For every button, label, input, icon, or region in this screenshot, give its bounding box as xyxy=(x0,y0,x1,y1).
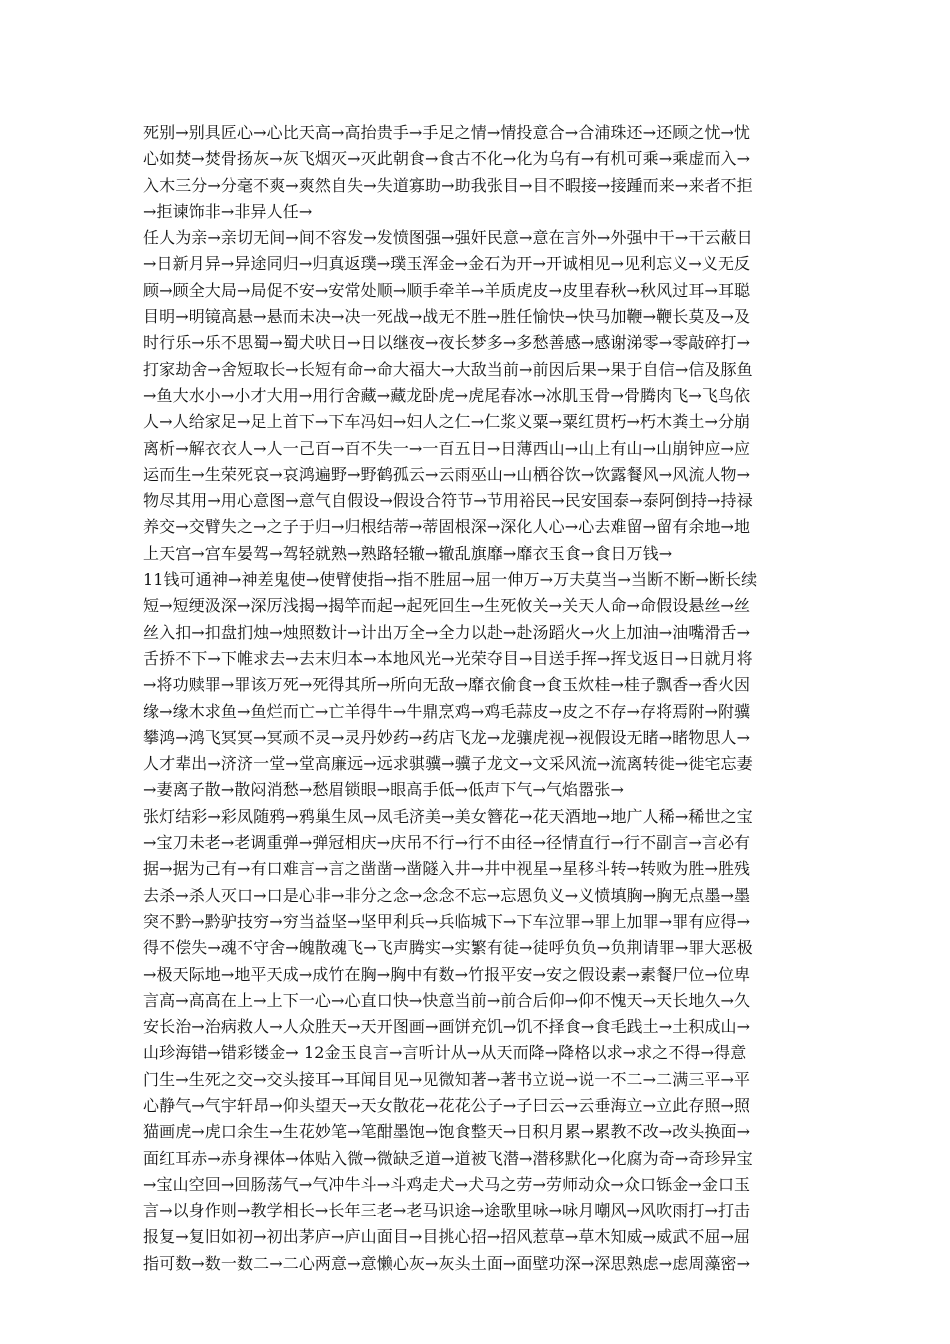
text-line-14: 运而生→生荣死哀→哀鸿遍野→野鹤孤云→云雨巫山→山栖谷饮→饮露餐风→风流人物→ xyxy=(143,464,751,484)
text-line-40: 面红耳赤→赤身裸体→体贴入微→微缺乏道→道被飞潜→潜移默化→化腐为奇→奇珍异宝 xyxy=(143,1148,753,1168)
text-line-21: 舌挢不下→下帷求去→去末归本→本地风光→光荣夺目→目送手挥→挥戈返日→日就月将 xyxy=(143,648,753,668)
text-line-2: 心如焚→焚骨扬灰→灰飞烟灭→灭此朝食→食古不化→化为乌有→有机可乘→乘虚而入→ xyxy=(143,149,751,169)
text-line-13: 离析→解衣衣人→人一己百→百不失一→一百五日→日薄西山→山上有山→山崩钟应→应 xyxy=(143,438,751,458)
text-line-22: →将功赎罪→罪该万死→死得其所→所向无敌→靡衣偷食→食玉炊桂→桂子飘香→香火因 xyxy=(143,675,751,695)
text-line-37: 门生→生死之交→交头接耳→耳闻目见→见微知著→著书立说→说一不二→二满三平→平 xyxy=(143,1069,751,1089)
text-line-10: 打家劫舍→舍短取长→长短有命→命大福大→大敌当前→前因后果→果于自信→信及豚鱼 xyxy=(143,359,753,379)
text-line-7: 顾→顾全大局→局促不安→安常处顺→顺手牵羊→羊质虎皮→皮里春秋→秋风过耳→耳聪 xyxy=(143,280,751,300)
text-line-24: 攀鸿→鸿飞冥冥→冥顽不灵→灵丹妙药→药店飞龙→龙骧虎视→视假设无睹→睹物思人→ xyxy=(143,727,751,747)
text-line-6: →日新月异→异途同归→归真返璞→璞玉浑金→金石为开→开诚相见→见利忘义→义无反 xyxy=(143,254,751,274)
text-line-1: 死别→别具匠心→心比天高→高抬贵手→手足之情→情投意合→合浦珠还→还顾之忧→忧 xyxy=(143,123,751,142)
text-line-36: 山珍海错→错彩镂金→ 12金玉良言→言听计从→从天而降→降格以求→求之不得→得意 xyxy=(143,1043,747,1063)
text-line-4: →拒谏饰非→非异人任→ xyxy=(143,201,313,221)
text-line-15: 物尽其用→用心意图→意气自假设→假设合符节→节用裕民→民安国泰→泰阿倒持→持禄 xyxy=(143,491,753,511)
text-line-33: →极天际地→地平天成→成竹在胸→胸中有数→竹报平安→安之假设素→素餐尸位→位卑 xyxy=(143,964,751,984)
text-line-16: 养交→交臂失之→之子于归→归根结蒂→蒂固根深→深化人心→心去难留→留有余地→地 xyxy=(143,517,751,537)
text-line-9: 时行乐→乐不思蜀→蜀犬吠日→日以继夜→夜长梦多→多愁善感→感谢涕零→零敲碎打→ xyxy=(143,333,751,353)
text-line-38: 心静气→气宇轩昂→仰头望天→天女散花→花花公子→子曰云→云垂海立→立此存照→照 xyxy=(143,1095,751,1115)
text-line-34: 言高→高高在上→上下一心→心直口快→快意当前→前合后仰→仰不愧天→天长地久→久 xyxy=(143,990,751,1010)
text-line-41: →宝山空回→回肠荡气→气冲牛斗→斗鸡走犬→犬马之劳→劳师动众→众口铄金→金口玉 xyxy=(143,1174,751,1194)
text-line-3: 入木三分→分毫不爽→爽然自失→失道寡助→助我张目→目不暇接→接踵而来→来者不拒 xyxy=(143,175,753,195)
text-line-42: 言→以身作则→教学相长→长年三老→老马识途→途歌里咏→咏月嘲风→风吹雨打→打击 xyxy=(143,1201,751,1221)
text-line-32: 得不偿失→魂不守舍→魄散魂飞→飞声腾实→实繁有徒→徒呼负负→负荆请罪→罪大恶极 xyxy=(143,938,753,958)
text-line-43: 报复→复旧如初→初出茅庐→庐山面目→目挑心招→招风惹草→草木知威→威武不屈→屈 xyxy=(143,1227,751,1247)
idiom-chain-text xyxy=(143,120,819,1277)
text-line-18: 11钱可通神→神差鬼使→使臂使指→指不胜屈→屈一伸万→万夫莫当→当断不断→断长续 xyxy=(143,570,758,590)
text-line-31: 突不黔→黔驴技穷→穷当益坚→坚甲利兵→兵临城下→下车泣罪→罪上加罪→罪有应得→ xyxy=(143,911,751,931)
text-line-25: 人才辈出→济济一堂→堂高廉远→远求骐骥→骥子龙文→文采风流→流离转徙→徙宅忘妻 xyxy=(143,754,753,774)
text-line-19: 短→短绠汲深→深厉浅揭→揭竿而起→起死回生→生死攸关→关天人命→命假设悬丝→丝 xyxy=(143,596,751,616)
text-line-26: →妻离子散→散闷消愁→愁眉锁眼→眼高手低→低声下气→气焰嚣张→ xyxy=(143,780,624,800)
text-line-28: →宝刀未老→老调重弹→弹冠相庆→庆吊不行→行不由径→径情直行→行不副言→言必有 xyxy=(143,833,751,853)
text-line-20: 丝入扣→扣盘扪烛→烛照数计→计出万全→全力以赴→赴汤蹈火→火上加油→油嘴滑舌→ xyxy=(143,622,751,642)
text-line-12: 人→人给家足→足上首下→下车冯妇→妇人之仁→仁浆义粟→粟红贯朽→朽木粪土→分崩 xyxy=(143,412,751,432)
text-line-11: →鱼大水小→小才大用→用行舍藏→藏龙卧虎→虎尾春冰→冰肌玉骨→骨腾肉飞→飞鸟依 xyxy=(143,385,751,405)
text-line-30: 去杀→杀人灭口→口是心非→非分之念→念念不忘→忘恩负义→义愤填胸→胸无点墨→墨 xyxy=(143,885,751,905)
text-line-29: 据→据为己有→有口难言→言之凿凿→凿隧入井→井中视星→星移斗转→转败为胜→胜残 xyxy=(143,859,751,879)
text-line-27: 张灯结彩→彩凤随鸦→鸦巢生凤→凤毛济美→美女簪花→花天酒地→地广人稀→稀世之宝 xyxy=(143,806,753,826)
text-line-8: 目明→明镜高悬→悬而未决→决一死战→战无不胜→胜任愉快→快马加鞭→鞭长莫及→及 xyxy=(143,307,751,327)
text-line-17: 上天宫→宫车晏驾→驾轻就熟→熟路轻辙→辙乱旗靡→靡衣玉食→食日万钱→ xyxy=(143,543,673,563)
text-line-23: 缘→缘木求鱼→鱼烂而亡→亡羊得牛→牛鼎烹鸡→鸡毛蒜皮→皮之不存→存将焉附→附骥 xyxy=(143,701,751,721)
text-line-35: 安长治→治病救人→人众胜天→天开图画→画饼充饥→饥不择食→食毛践土→土积成山→ xyxy=(143,1017,751,1037)
text-line-44: 指可数→数一数二→二心两意→意懒心灰→灰头土面→面壁功深→深思熟虑→虑周藻密→ xyxy=(143,1253,751,1273)
text-line-5: 任人为亲→亲切无间→间不容发→发愤图强→强奸民意→意在言外→外强中干→干云蔽日 xyxy=(143,228,753,248)
text-line-39: 猫画虎→虎口余生→生花妙笔→笔酣墨饱→饱食整天→日积月累→累教不改→改头换面→ xyxy=(143,1122,751,1142)
